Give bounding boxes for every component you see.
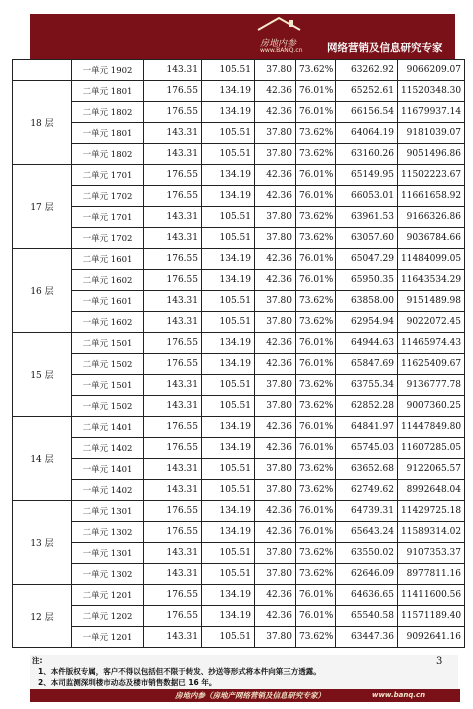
- unit-price-cell: 65847.69: [336, 354, 398, 375]
- shared-area-cell: 37.80: [255, 459, 296, 480]
- area-cell: 176.55: [144, 333, 202, 354]
- unit-price-cell: 63262.92: [336, 60, 398, 81]
- ratio-cell: 76.01%: [296, 249, 336, 270]
- inner-area-cell: 105.51: [202, 396, 255, 417]
- table-row: [13, 144, 465, 165]
- unit-cell: 二单元 1702: [72, 186, 144, 207]
- shared-area-cell: 37.80: [255, 123, 296, 144]
- unit-price-cell: 62646.09: [336, 564, 398, 585]
- floor-cell: [13, 60, 72, 81]
- area-cell: 143.31: [144, 123, 202, 144]
- table-row: [13, 585, 465, 606]
- inner-area-cell: 134.19: [202, 354, 255, 375]
- unit-price-cell: 62954.94: [336, 312, 398, 333]
- table-row: [13, 312, 465, 333]
- shared-area-cell: 42.36: [255, 333, 296, 354]
- ratio-cell: 76.01%: [296, 270, 336, 291]
- table-row: [13, 249, 465, 270]
- area-cell: 176.55: [144, 417, 202, 438]
- ratio-cell: 76.01%: [296, 522, 336, 543]
- table-row: [13, 564, 465, 585]
- shared-area-cell: 42.36: [255, 417, 296, 438]
- table-row: [13, 543, 465, 564]
- shared-area-cell: 42.36: [255, 102, 296, 123]
- table-row: [13, 228, 465, 249]
- inner-area-cell: 105.51: [202, 207, 255, 228]
- area-cell: 176.55: [144, 354, 202, 375]
- table-row: [13, 375, 465, 396]
- unit-price-cell: 63755.34: [336, 375, 398, 396]
- shared-area-cell: 37.80: [255, 564, 296, 585]
- unit-price-cell: 63057.60: [336, 228, 398, 249]
- area-cell: 143.31: [144, 207, 202, 228]
- shared-area-cell: 42.36: [255, 270, 296, 291]
- shared-area-cell: 37.80: [255, 291, 296, 312]
- page-number: 3: [436, 656, 443, 667]
- unit-cell: 一单元 1902: [72, 60, 144, 81]
- unit-cell: 二单元 1201: [72, 585, 144, 606]
- unit-cell: 一单元 1402: [72, 480, 144, 501]
- unit-price-cell: 63858.00: [336, 291, 398, 312]
- unit-price-cell: 65950.35: [336, 270, 398, 291]
- ratio-cell: 76.01%: [296, 81, 336, 102]
- table-row: [13, 333, 465, 354]
- unit-cell: 一单元 1801: [72, 123, 144, 144]
- ratio-cell: 76.01%: [296, 333, 336, 354]
- table-body: [13, 60, 465, 648]
- ratio-cell: 76.01%: [296, 438, 336, 459]
- unit-cell: 一单元 1302: [72, 564, 144, 585]
- shared-area-cell: 42.36: [255, 186, 296, 207]
- unit-price-cell: 62749.62: [336, 480, 398, 501]
- floor-cell: 13 层: [13, 501, 72, 585]
- floor-cell: 18 层: [13, 81, 72, 165]
- total-price-cell: 9122065.57: [398, 459, 465, 480]
- unit-price-cell: 64636.65: [336, 585, 398, 606]
- area-cell: 143.31: [144, 459, 202, 480]
- ratio-cell: 73.62%: [296, 123, 336, 144]
- unit-price-cell: 65047.29: [336, 249, 398, 270]
- unit-cell: 一单元 1802: [72, 144, 144, 165]
- total-price-cell: 9107353.37: [398, 543, 465, 564]
- unit-price-cell: 66053.01: [336, 186, 398, 207]
- inner-area-cell: 134.19: [202, 249, 255, 270]
- unit-cell: 二单元 1502: [72, 354, 144, 375]
- total-price-cell: 9007360.25: [398, 396, 465, 417]
- area-cell: 143.31: [144, 375, 202, 396]
- area-cell: 176.55: [144, 438, 202, 459]
- total-price-cell: 9166326.86: [398, 207, 465, 228]
- inner-area-cell: 105.51: [202, 60, 255, 81]
- inner-area-cell: 134.19: [202, 81, 255, 102]
- unit-cell: 二单元 1302: [72, 522, 144, 543]
- area-cell: 143.31: [144, 60, 202, 81]
- area-cell: 143.31: [144, 144, 202, 165]
- area-cell: 143.31: [144, 228, 202, 249]
- ratio-cell: 76.01%: [296, 585, 336, 606]
- table-row: [13, 123, 465, 144]
- shared-area-cell: 42.36: [255, 81, 296, 102]
- total-price-cell: 9051496.86: [398, 144, 465, 165]
- shared-area-cell: 42.36: [255, 501, 296, 522]
- table-row: [13, 270, 465, 291]
- shared-area-cell: 42.36: [255, 438, 296, 459]
- inner-area-cell: 134.19: [202, 102, 255, 123]
- unit-price-cell: 63961.53: [336, 207, 398, 228]
- brand-url: www.BANQ.cn: [260, 47, 303, 54]
- inner-area-cell: 134.19: [202, 522, 255, 543]
- shared-area-cell: 42.36: [255, 354, 296, 375]
- ratio-cell: 76.01%: [296, 102, 336, 123]
- area-cell: 176.55: [144, 186, 202, 207]
- area-cell: 176.55: [144, 165, 202, 186]
- unit-cell: 一单元 1301: [72, 543, 144, 564]
- inner-area-cell: 134.19: [202, 417, 255, 438]
- total-price-cell: 9151489.98: [398, 291, 465, 312]
- table-row: [13, 81, 465, 102]
- unit-cell: 一单元 1601: [72, 291, 144, 312]
- footer-url: www.banq.cn: [372, 691, 426, 699]
- area-cell: 176.55: [144, 585, 202, 606]
- total-price-cell: 9066209.07: [398, 60, 465, 81]
- note-line-1: 1、本件版权专属，客户不得以包括但不限于转发、抄送等形式将本件向第三方透露。: [38, 667, 321, 676]
- inner-area-cell: 134.19: [202, 501, 255, 522]
- area-cell: 176.55: [144, 606, 202, 627]
- unit-cell: 二单元 1202: [72, 606, 144, 627]
- note-line-2: 2、本司监测深圳楼市动态及楼市销售数据已 16 年。: [38, 678, 217, 687]
- total-price-cell: 8992648.04: [398, 480, 465, 501]
- shared-area-cell: 37.80: [255, 375, 296, 396]
- unit-cell: 二单元 1402: [72, 438, 144, 459]
- ratio-cell: 73.62%: [296, 564, 336, 585]
- total-price-cell: 11571189.40: [398, 606, 465, 627]
- area-cell: 143.31: [144, 312, 202, 333]
- unit-price-cell: 65252.61: [336, 81, 398, 102]
- total-price-cell: 9092641.16: [398, 627, 465, 648]
- area-cell: 143.31: [144, 480, 202, 501]
- ratio-cell: 73.62%: [296, 207, 336, 228]
- total-price-cell: 9181039.07: [398, 123, 465, 144]
- floor-cell: 17 层: [13, 165, 72, 249]
- ratio-cell: 73.62%: [296, 60, 336, 81]
- area-cell: 143.31: [144, 396, 202, 417]
- total-price-cell: 11447849.80: [398, 417, 465, 438]
- unit-cell: 一单元 1602: [72, 312, 144, 333]
- unit-cell: 二单元 1802: [72, 102, 144, 123]
- inner-area-cell: 105.51: [202, 459, 255, 480]
- table-row: [13, 186, 465, 207]
- table-row: [13, 480, 465, 501]
- inner-area-cell: 105.51: [202, 480, 255, 501]
- table-row: [13, 417, 465, 438]
- floor-cell: 15 层: [13, 333, 72, 417]
- inner-area-cell: 134.19: [202, 186, 255, 207]
- shared-area-cell: 37.80: [255, 144, 296, 165]
- unit-cell: 一单元 1501: [72, 375, 144, 396]
- brand-title: 网络营销及信息研究专家: [327, 42, 443, 54]
- area-cell: 176.55: [144, 249, 202, 270]
- area-cell: 176.55: [144, 102, 202, 123]
- table-row: [13, 354, 465, 375]
- inner-area-cell: 105.51: [202, 543, 255, 564]
- shared-area-cell: 37.80: [255, 228, 296, 249]
- inner-area-cell: 134.19: [202, 606, 255, 627]
- inner-area-cell: 105.51: [202, 627, 255, 648]
- unit-cell: 二单元 1602: [72, 270, 144, 291]
- unit-cell: 二单元 1701: [72, 165, 144, 186]
- unit-price-cell: 63160.26: [336, 144, 398, 165]
- unit-cell: 二单元 1401: [72, 417, 144, 438]
- shared-area-cell: 37.80: [255, 480, 296, 501]
- ratio-cell: 73.62%: [296, 543, 336, 564]
- floor-cell: 12 层: [13, 585, 72, 648]
- unit-price-cell: 65745.03: [336, 438, 398, 459]
- shared-area-cell: 37.80: [255, 60, 296, 81]
- table-row: [13, 606, 465, 627]
- unit-cell: 一单元 1201: [72, 627, 144, 648]
- area-cell: 176.55: [144, 270, 202, 291]
- total-price-cell: 11411600.56: [398, 585, 465, 606]
- table-row: [13, 165, 465, 186]
- inner-area-cell: 105.51: [202, 228, 255, 249]
- total-price-cell: 11429725.18: [398, 501, 465, 522]
- ratio-cell: 76.01%: [296, 501, 336, 522]
- ratio-cell: 73.62%: [296, 144, 336, 165]
- shared-area-cell: 37.80: [255, 627, 296, 648]
- unit-cell: 二单元 1601: [72, 249, 144, 270]
- table-row: [13, 102, 465, 123]
- ratio-cell: 73.62%: [296, 312, 336, 333]
- inner-area-cell: 134.19: [202, 165, 255, 186]
- ratio-cell: 76.01%: [296, 165, 336, 186]
- floor-cell: 16 层: [13, 249, 72, 333]
- price-table: [12, 59, 465, 648]
- area-cell: 176.55: [144, 501, 202, 522]
- unit-price-cell: 63652.68: [336, 459, 398, 480]
- inner-area-cell: 134.19: [202, 438, 255, 459]
- unit-price-cell: 63550.02: [336, 543, 398, 564]
- shared-area-cell: 42.36: [255, 522, 296, 543]
- inner-area-cell: 105.51: [202, 375, 255, 396]
- ratio-cell: 73.62%: [296, 228, 336, 249]
- ratio-cell: 73.62%: [296, 480, 336, 501]
- total-price-cell: 11484099.05: [398, 249, 465, 270]
- inner-area-cell: 105.51: [202, 564, 255, 585]
- unit-price-cell: 64944.63: [336, 333, 398, 354]
- total-price-cell: 11502223.67: [398, 165, 465, 186]
- ratio-cell: 76.01%: [296, 606, 336, 627]
- total-price-cell: 11589314.02: [398, 522, 465, 543]
- area-cell: 176.55: [144, 81, 202, 102]
- area-cell: 143.31: [144, 291, 202, 312]
- unit-cell: 二单元 1501: [72, 333, 144, 354]
- inner-area-cell: 105.51: [202, 123, 255, 144]
- inner-area-cell: 134.19: [202, 333, 255, 354]
- inner-area-cell: 134.19: [202, 585, 255, 606]
- ratio-cell: 73.62%: [296, 627, 336, 648]
- total-price-cell: 9036784.66: [398, 228, 465, 249]
- area-cell: 143.31: [144, 564, 202, 585]
- table-row: [13, 396, 465, 417]
- area-cell: 143.31: [144, 627, 202, 648]
- total-price-cell: 11625409.67: [398, 354, 465, 375]
- unit-cell: 一单元 1701: [72, 207, 144, 228]
- unit-price-cell: 65540.58: [336, 606, 398, 627]
- table-row: [13, 459, 465, 480]
- table-row: [13, 522, 465, 543]
- notes-heading: 注:: [32, 656, 43, 665]
- inner-area-cell: 105.51: [202, 144, 255, 165]
- inner-area-cell: 134.19: [202, 270, 255, 291]
- shared-area-cell: 37.80: [255, 543, 296, 564]
- unit-price-cell: 63447.36: [336, 627, 398, 648]
- total-price-cell: 9022072.45: [398, 312, 465, 333]
- shared-area-cell: 42.36: [255, 606, 296, 627]
- table-row: [13, 207, 465, 228]
- shared-area-cell: 42.36: [255, 249, 296, 270]
- inner-area-cell: 105.51: [202, 312, 255, 333]
- table-row: [13, 438, 465, 459]
- ratio-cell: 73.62%: [296, 291, 336, 312]
- table-row: [13, 291, 465, 312]
- table-row: [13, 501, 465, 522]
- brand-name: 房地内参: [260, 39, 297, 49]
- table-row: [13, 627, 465, 648]
- total-price-cell: 11465974.43: [398, 333, 465, 354]
- total-price-cell: 11520348.30: [398, 81, 465, 102]
- unit-price-cell: 66156.54: [336, 102, 398, 123]
- ratio-cell: 76.01%: [296, 417, 336, 438]
- unit-price-cell: 62852.28: [336, 396, 398, 417]
- shared-area-cell: 42.36: [255, 585, 296, 606]
- ratio-cell: 73.62%: [296, 459, 336, 480]
- total-price-cell: 11661658.92: [398, 186, 465, 207]
- total-price-cell: 11679937.14: [398, 102, 465, 123]
- shared-area-cell: 37.80: [255, 396, 296, 417]
- shared-area-cell: 37.80: [255, 207, 296, 228]
- unit-cell: 一单元 1502: [72, 396, 144, 417]
- unit-price-cell: 65149.95: [336, 165, 398, 186]
- inner-area-cell: 105.51: [202, 291, 255, 312]
- unit-price-cell: 65643.24: [336, 522, 398, 543]
- ratio-cell: 73.62%: [296, 396, 336, 417]
- total-price-cell: 11607285.05: [398, 438, 465, 459]
- unit-price-cell: 64064.19: [336, 123, 398, 144]
- total-price-cell: 11643534.29: [398, 270, 465, 291]
- unit-cell: 二单元 1301: [72, 501, 144, 522]
- ratio-cell: 76.01%: [296, 186, 336, 207]
- shared-area-cell: 37.80: [255, 312, 296, 333]
- unit-price-cell: 64841.97: [336, 417, 398, 438]
- ratio-cell: 73.62%: [296, 375, 336, 396]
- unit-price-cell: 64739.31: [336, 501, 398, 522]
- shared-area-cell: 42.36: [255, 165, 296, 186]
- floor-cell: 14 层: [13, 417, 72, 501]
- area-cell: 176.55: [144, 522, 202, 543]
- header-banner: [30, 14, 455, 59]
- area-cell: 143.31: [144, 543, 202, 564]
- total-price-cell: 8977811.16: [398, 564, 465, 585]
- table-row: [13, 60, 465, 81]
- unit-cell: 一单元 1401: [72, 459, 144, 480]
- ratio-cell: 76.01%: [296, 354, 336, 375]
- footer-text: 房地内参（房地产网络营销及信息研究专家）: [175, 691, 325, 700]
- unit-cell: 一单元 1702: [72, 228, 144, 249]
- unit-cell: 二单元 1801: [72, 81, 144, 102]
- total-price-cell: 9136777.78: [398, 375, 465, 396]
